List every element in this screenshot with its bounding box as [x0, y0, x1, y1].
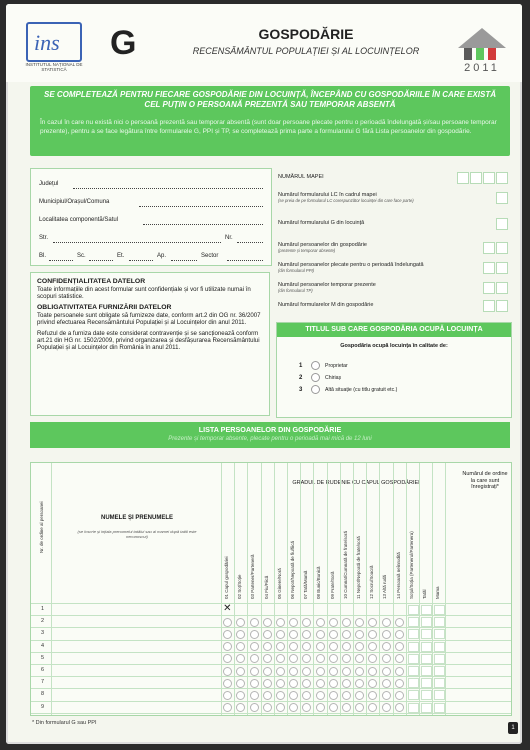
relationship-radio[interactable] — [236, 642, 245, 651]
person-name-field[interactable] — [53, 702, 219, 712]
tenure-option-2[interactable] — [299, 373, 341, 382]
mapa-label: NUMĂRUL MAPEI — [278, 174, 324, 180]
option-number: 1 — [299, 362, 303, 369]
table-column-divider — [221, 463, 222, 715]
obligation-text: Toate persoanele sunt obligate să furnizeze date, conform art.2 din OG nr. 36/2007 privind efectuarea Recensământului Populației și al Locuințelor din anul 2011. — [37, 311, 261, 327]
relationship-radio[interactable] — [302, 618, 311, 627]
instruction-heading: SE COMPLETEAZĂ PENTRU FIECARE GOSPODĂRIE DIN LOCUINȚĂ, ÎNCEPÂND CU GOSPODĂRIILE ÎN CARE EXISTĂ CEL PUȚIN O PERSOANĂ PREZENTĂ SAU TEMPORAR ABSENTĂ — [43, 90, 497, 109]
relationship-radio[interactable] — [368, 667, 377, 676]
form-subtitle: RECENSĂMÂNTUL POPULAȚIEI ȘI AL LOCUINȚELOR — [192, 46, 420, 56]
row-number: 9 — [41, 703, 45, 710]
table-column-divider — [393, 463, 394, 715]
order-number-box[interactable] — [408, 690, 419, 700]
relationship-radio[interactable] — [236, 703, 245, 712]
order-number-box[interactable] — [408, 605, 419, 615]
persons-table — [30, 462, 512, 716]
str-field[interactable] — [53, 236, 221, 243]
order-number-box[interactable] — [421, 654, 432, 664]
relationship-column-label: Soțul/Soția (Partenerul/Partenera) — [408, 531, 414, 599]
col-nume-note: (se înscrie și ințiala prenumelui tatălui sau al mamei după tatăl este necunoscut) — [77, 529, 197, 539]
relationship-radio[interactable] — [289, 667, 298, 676]
order-number-box[interactable] — [421, 666, 432, 676]
order-number-box[interactable] — [434, 703, 445, 713]
municipiu-field[interactable] — [139, 200, 263, 207]
order-number-box[interactable] — [408, 654, 419, 664]
confidentiality-text: Toate informațiile din acest formular sunt confidențiale și vor fi utilizate numai în scopuri statistice. — [37, 286, 251, 301]
row-number: 1 — [41, 606, 45, 612]
relationship-radio[interactable] — [263, 630, 272, 639]
order-number-box[interactable] — [408, 617, 419, 627]
relationship-radio[interactable] — [236, 679, 245, 688]
radio-circle[interactable] — [311, 373, 320, 382]
relationship-radio[interactable] — [368, 654, 377, 663]
tp-note: (din formularul TP) — [278, 288, 313, 293]
str-label: Str. — [39, 235, 49, 241]
relationship-radio[interactable] — [316, 642, 325, 651]
order-number-box[interactable] — [434, 678, 445, 688]
table-column-divider — [300, 463, 301, 715]
svg-text:ins: ins — [34, 30, 60, 55]
ap-label: Ap. — [157, 253, 167, 259]
relationship-column-label: 04 Fiu/Fiică — [263, 575, 269, 599]
pers-note: (prezente și temporar absente) — [278, 248, 336, 253]
order-number-box[interactable] — [434, 642, 445, 652]
localitate-label: Localitatea componentă/Satul — [39, 217, 119, 223]
ppi-note: (din formularul PPI) — [278, 268, 315, 273]
relationship-column-label: Tatăl — [422, 589, 427, 599]
relationship-column-label: 10 Cumnat/Cumnată de frate/soră — [342, 530, 348, 599]
pers-boxes[interactable] — [482, 242, 508, 254]
confidentiality-heading: CONFIDENȚIALITATEA DATELOR — [37, 278, 146, 285]
relationship-radio[interactable] — [368, 679, 377, 688]
relationship-radio[interactable] — [289, 654, 298, 663]
sanction-text: Refuzul de a furniza date este considerat contravenție și se sancționează conform art.21 din HG nr. 1502/2009, privind organizarea și desfășurarea Recensământului Populației și al Locuințelor din România în anul 2011. — [37, 329, 260, 352]
relationship-radio[interactable] — [316, 654, 325, 663]
person-name-field[interactable] — [53, 665, 219, 675]
relationship-radio[interactable] — [316, 618, 325, 627]
relationship-column-label: 02 Soț/Soție — [237, 574, 243, 599]
person-name-field[interactable] — [53, 689, 219, 699]
order-number-box[interactable] — [421, 642, 432, 652]
table-column-divider — [419, 463, 420, 715]
relationship-radio[interactable] — [276, 618, 285, 627]
judet-field[interactable] — [73, 182, 263, 189]
order-number-box[interactable] — [421, 678, 432, 688]
relationship-radio[interactable] — [329, 691, 338, 700]
relationship-radio[interactable] — [223, 703, 232, 712]
head-of-household-mark[interactable]: ✕ — [223, 603, 232, 614]
relationship-radio[interactable] — [250, 654, 259, 663]
lc-note: (se preia de pe formularul LC corespunzător locuinței din care face parte) — [278, 198, 414, 203]
bl-label: Bl. — [39, 253, 47, 259]
tenure-option-3[interactable] — [299, 385, 397, 394]
bl-field[interactable] — [49, 254, 73, 261]
lc-label — [278, 192, 414, 204]
order-number-box[interactable] — [421, 703, 432, 713]
mapa-boxes[interactable] — [456, 172, 508, 184]
person-name-field[interactable] — [53, 641, 219, 651]
tp-boxes[interactable] — [482, 282, 508, 294]
table-column-divider — [247, 463, 248, 715]
table-column-divider — [287, 463, 288, 715]
pers-text: Numărul persoanelor din gospodărie — [278, 242, 367, 248]
form-letter: G — [110, 24, 137, 62]
order-number-box[interactable] — [408, 703, 419, 713]
relationship-radio[interactable] — [395, 703, 404, 712]
relationship-radio[interactable] — [368, 618, 377, 627]
et-label: Et. — [117, 253, 125, 259]
relationship-radio[interactable] — [302, 691, 311, 700]
table-column-divider — [379, 463, 380, 715]
census-year: 2011 — [464, 62, 500, 74]
relationship-radio[interactable] — [276, 630, 285, 639]
relationship-radio[interactable] — [276, 654, 285, 663]
municipiu-label: Municipiul/Orașul/Comuna — [39, 199, 110, 205]
relationship-radio[interactable] — [329, 679, 338, 688]
radio-circle[interactable] — [311, 361, 320, 370]
relationship-radio[interactable] — [223, 691, 232, 700]
relationship-radio[interactable] — [302, 642, 311, 651]
person-list-header — [30, 422, 510, 448]
ppi-boxes[interactable] — [482, 262, 508, 274]
relationship-radio[interactable] — [263, 654, 272, 663]
relationship-radio[interactable] — [382, 630, 391, 639]
ppi-text: Numărul persoanelor plecate pentru o perioadă îndelungată — [278, 262, 424, 268]
relationship-radio[interactable] — [289, 679, 298, 688]
relationship-radio[interactable] — [355, 654, 364, 663]
census-2011-logo — [452, 26, 512, 76]
table-column-divider — [51, 463, 52, 715]
order-number-box[interactable] — [421, 690, 432, 700]
ap-field[interactable] — [171, 254, 197, 261]
relationship-radio[interactable] — [355, 679, 364, 688]
relationship-radio[interactable] — [355, 691, 364, 700]
relationship-radio[interactable] — [302, 630, 311, 639]
relationship-radio[interactable] — [276, 667, 285, 676]
lc-text: Numărul formularului LC în cadrul mapei — [278, 192, 377, 198]
table-column-divider — [274, 463, 275, 715]
relationship-radio[interactable] — [342, 667, 351, 676]
relationship-radio[interactable] — [236, 654, 245, 663]
order-number-box[interactable] — [408, 678, 419, 688]
m-boxes[interactable] — [482, 300, 508, 312]
ins-logo — [26, 22, 82, 62]
order-number-box[interactable] — [408, 642, 419, 652]
relationship-radio[interactable] — [355, 630, 364, 639]
relationship-radio[interactable] — [250, 679, 259, 688]
tenure-question: Gospodăria ocupă locuința în calitate de: — [340, 343, 448, 349]
relationship-radio[interactable] — [263, 667, 272, 676]
relationship-radio[interactable] — [395, 691, 404, 700]
table-column-divider — [313, 463, 314, 715]
obligation-heading: OBLIGATIVITATEA FURNIZĂRII DATELOR — [37, 303, 172, 311]
form-numbers-section — [276, 168, 510, 316]
tenure-option-1[interactable] — [299, 361, 348, 370]
order-number-box[interactable] — [434, 605, 445, 615]
row-number: 3 — [41, 630, 45, 637]
person-name-field[interactable] — [53, 604, 219, 614]
relationship-radio[interactable] — [395, 654, 404, 663]
relationship-radio[interactable] — [395, 679, 404, 688]
relationship-radio[interactable] — [355, 667, 364, 676]
row-number: 5 — [41, 654, 45, 661]
relationship-radio[interactable] — [329, 703, 338, 712]
m-label: Numărul formularelor M din gospodărie — [278, 302, 374, 308]
localitate-field[interactable] — [143, 218, 263, 225]
tenure-heading: TITLUL SUB CARE GOSPODĂRIA OCUPĂ LOCUINȚA — [277, 323, 511, 337]
relationship-radio[interactable] — [276, 679, 285, 688]
row-number: 6 — [41, 667, 45, 673]
institute-name: INSTITUTUL NAȚIONAL DE STATISTICĂ — [25, 62, 83, 72]
relationship-radio[interactable] — [223, 679, 232, 688]
relationship-column-label: 12 Socru/Soacră — [369, 565, 375, 599]
option-label: Chiriaș — [325, 374, 342, 381]
relationship-radio[interactable] — [382, 618, 391, 627]
relationship-radio[interactable] — [382, 642, 391, 651]
relationship-radio[interactable] — [342, 642, 351, 651]
relationship-column-label: 14 Persoană neînrudită — [395, 552, 401, 599]
col-nr-header: Nr. de ordine al persoanei — [39, 501, 44, 553]
col-nume-header: NUMELE ȘI PRENUMELE — [100, 515, 173, 521]
relationship-radio[interactable] — [236, 630, 245, 639]
relationship-radio[interactable] — [382, 667, 391, 676]
relationship-radio[interactable] — [263, 618, 272, 627]
order-number-box[interactable] — [421, 605, 432, 615]
relationship-column-label: 03 Partener/Parteneră — [250, 554, 256, 599]
row-number: 4 — [41, 642, 45, 649]
order-number-box[interactable] — [408, 666, 419, 676]
table-column-divider — [327, 463, 328, 715]
table-column-divider — [234, 463, 235, 715]
relationship-radio[interactable] — [342, 691, 351, 700]
relationship-radio[interactable] — [263, 679, 272, 688]
relationship-radio[interactable] — [342, 654, 351, 663]
relationship-radio[interactable] — [263, 703, 272, 712]
order-number-box[interactable] — [408, 629, 419, 639]
order-number-box[interactable] — [434, 617, 445, 627]
relationship-radio[interactable] — [395, 618, 404, 627]
order-number-box[interactable] — [434, 654, 445, 664]
relationship-radio[interactable] — [316, 667, 325, 676]
relationship-column-label: 01 Capul gospodăriei — [224, 556, 229, 599]
relationship-radio[interactable] — [368, 630, 377, 639]
person-name-field[interactable] — [53, 616, 219, 626]
table-column-divider — [261, 463, 262, 715]
tp-text: Numărul persoanelor temporar prezente — [278, 282, 376, 288]
relationship-radio[interactable] — [223, 667, 232, 676]
sector-field[interactable] — [227, 254, 263, 261]
relationship-column-label: 07 Tată/Mamă — [303, 570, 309, 599]
relationship-radio[interactable] — [223, 630, 232, 639]
judet-label: Județul — [39, 181, 59, 187]
relationship-radio[interactable] — [382, 691, 391, 700]
relationship-radio[interactable] — [289, 618, 298, 627]
relationship-radio[interactable] — [263, 642, 272, 651]
relationship-radio[interactable] — [223, 618, 232, 627]
page-number: 1 — [508, 722, 518, 734]
relationship-radio[interactable] — [395, 667, 404, 676]
relationship-column-label: 08 Bunic/Bunică — [316, 566, 322, 599]
order-number-box[interactable] — [421, 617, 432, 627]
order-number-header: Numărul de ordine la care sunt înregistrați* — [462, 471, 508, 490]
relationship-radio[interactable] — [368, 642, 377, 651]
relationship-column-label: Mama — [435, 586, 441, 599]
sector-label: Sector — [201, 253, 219, 259]
relationship-radio[interactable] — [236, 691, 245, 700]
relationship-radio[interactable] — [223, 654, 232, 663]
order-number-box[interactable] — [434, 690, 445, 700]
option-label: Proprietar — [325, 362, 348, 369]
row-number: 7 — [41, 679, 45, 686]
instruction-text: În cazul în care nu există nici o persoană prezentă sau temporar absentă (sunt doar persoane plecate pentru o perioadă îndelungată și/sau persoane temporar prezente), pentru a se face legătura între formularele G, PPI și TP, se completează prima parte a formularului G fără Lista persoanelor din gospodărie. — [40, 119, 497, 135]
person-name-field[interactable] — [53, 677, 219, 687]
census-form-page — [6, 4, 522, 744]
relationship-radio[interactable] — [329, 630, 338, 639]
person-name-field[interactable] — [53, 653, 219, 663]
relationship-radio[interactable] — [236, 618, 245, 627]
relationship-radio[interactable] — [302, 667, 311, 676]
relationship-radio[interactable] — [329, 654, 338, 663]
relationship-radio[interactable] — [382, 703, 391, 712]
person-name-field[interactable] — [53, 628, 219, 638]
relationship-radio[interactable] — [263, 691, 272, 700]
relationship-radio[interactable] — [316, 630, 325, 639]
g-label: Numărul formularului G din locuință — [278, 220, 365, 226]
address-section — [30, 168, 272, 266]
relationship-radio[interactable] — [316, 691, 325, 700]
order-number-box[interactable] — [434, 629, 445, 639]
relationship-radio[interactable] — [289, 703, 298, 712]
relationship-radio[interactable] — [342, 618, 351, 627]
relationship-radio[interactable] — [329, 642, 338, 651]
relationship-radio[interactable] — [250, 667, 259, 676]
form-header — [6, 4, 522, 82]
relationship-header: GRADUL DE RUDENIE CU CAPUL GOSPODĂRIEI — [292, 480, 420, 486]
relationship-radio[interactable] — [329, 667, 338, 676]
pers-label — [278, 242, 367, 254]
relationship-column-label: 09 Frate/Soră — [329, 571, 335, 599]
table-column-divider — [432, 463, 433, 715]
nr-label: Nr. — [225, 235, 233, 241]
relationship-radio[interactable] — [316, 679, 325, 688]
instruction-band — [30, 86, 510, 156]
tp-label — [278, 282, 376, 294]
relationship-radio[interactable] — [276, 703, 285, 712]
relationship-radio[interactable] — [342, 703, 351, 712]
relationship-radio[interactable] — [250, 703, 259, 712]
row-number: 2 — [41, 618, 45, 625]
order-number-box[interactable] — [434, 666, 445, 676]
nr-field[interactable] — [237, 236, 263, 243]
relationship-radio[interactable] — [276, 642, 285, 651]
relationship-radio[interactable] — [250, 630, 259, 639]
relationship-column-label: 11 Nepot/Nepoată de frate/soră — [356, 536, 361, 599]
relationship-radio[interactable] — [329, 618, 338, 627]
table-column-divider — [366, 463, 367, 715]
table-column-divider — [353, 463, 354, 715]
relationship-radio[interactable] — [382, 654, 391, 663]
order-number-box[interactable] — [421, 629, 432, 639]
relationship-radio[interactable] — [276, 691, 285, 700]
relationship-radio[interactable] — [342, 679, 351, 688]
option-number: 2 — [299, 374, 303, 381]
tenure-section — [276, 322, 512, 418]
table-column-divider — [340, 463, 341, 715]
person-list-subtitle: Prezente și temporar absente, plecate pentru o perioadă mai mică de 12 luni — [168, 436, 372, 442]
relationship-radio[interactable] — [289, 630, 298, 639]
relationship-radio[interactable] — [236, 667, 245, 676]
table-row-divider — [31, 713, 511, 714]
relationship-radio[interactable] — [302, 679, 311, 688]
relationship-radio[interactable] — [395, 630, 404, 639]
relationship-radio[interactable] — [316, 703, 325, 712]
relationship-radio[interactable] — [289, 642, 298, 651]
sc-field[interactable] — [89, 254, 113, 261]
radio-circle[interactable] — [311, 385, 320, 394]
person-list-title: LISTA PERSOANELOR DIN GOSPODĂRIE — [198, 425, 342, 434]
form-title: GOSPODĂRIE — [258, 26, 354, 42]
relationship-radio[interactable] — [250, 618, 259, 627]
relationship-radio[interactable] — [223, 642, 232, 651]
relationship-radio[interactable] — [342, 630, 351, 639]
relationship-radio[interactable] — [395, 642, 404, 651]
ppi-label — [278, 262, 424, 274]
sc-label: Sc. — [77, 253, 86, 259]
relationship-radio[interactable] — [302, 703, 311, 712]
relationship-radio[interactable] — [368, 703, 377, 712]
relationship-radio[interactable] — [355, 618, 364, 627]
relationship-radio[interactable] — [368, 691, 377, 700]
relationship-column-label: 05 Ginere/Noră — [276, 568, 282, 599]
et-field[interactable] — [129, 254, 153, 261]
row-number: 8 — [41, 691, 45, 698]
relationship-column-label: 13 Altă rudă — [382, 574, 388, 599]
footnote: * Din formularul G sau PPI — [32, 720, 97, 726]
relationship-radio[interactable] — [355, 703, 364, 712]
option-label: Altă situație (cu titlu gratuit etc.) — [325, 386, 398, 393]
relationship-radio[interactable] — [289, 691, 298, 700]
relationship-radio[interactable] — [382, 679, 391, 688]
relationship-radio[interactable] — [250, 642, 259, 651]
relationship-radio[interactable] — [250, 691, 259, 700]
confidentiality-box — [30, 272, 270, 416]
table-column-divider — [406, 463, 407, 715]
relationship-column-label: 06 Nepot/Nepoată de fiu/fiică — [290, 540, 295, 599]
lc-boxes[interactable] — [495, 192, 508, 204]
option-number: 3 — [299, 386, 303, 393]
g-boxes[interactable] — [495, 218, 508, 230]
relationship-radio[interactable] — [302, 654, 311, 663]
relationship-radio[interactable] — [355, 642, 364, 651]
table-column-divider — [445, 463, 446, 715]
